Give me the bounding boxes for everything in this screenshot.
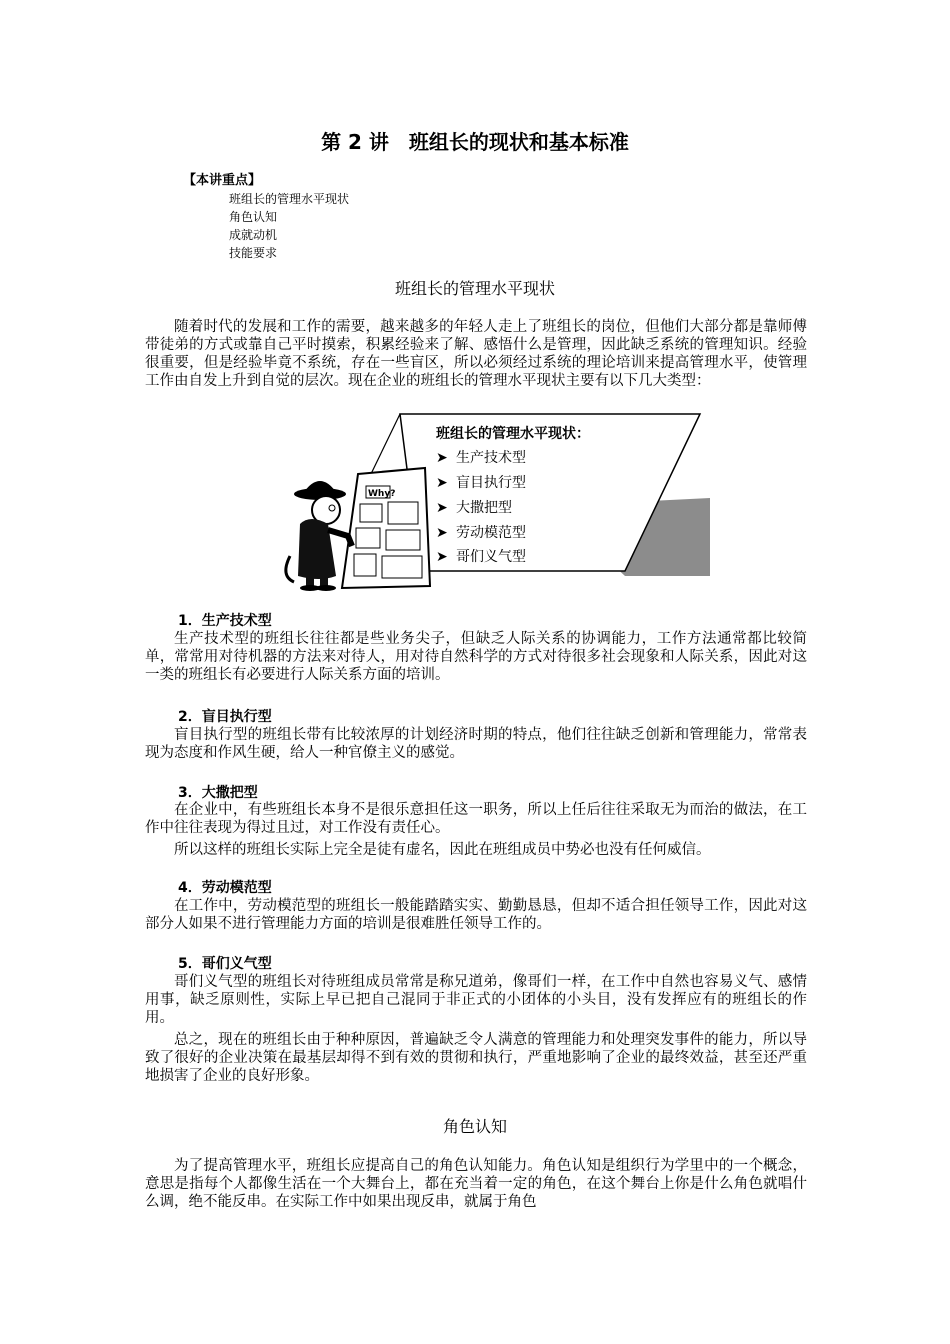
section-heading: 角色认知 <box>442 1117 507 1136</box>
board-item: 劳动模范型 <box>456 525 526 541</box>
subsection-heading: 1．生产技术型 <box>178 613 272 629</box>
body-paragraph: 在工作中，劳动模范型的班组长一般能踏踏实实、勤勤恳恳，但却不适合担任领导工作，因此对这部分人如果不进行管理能力方面的培训是很难胜任领导工作的。 <box>145 898 807 932</box>
board-item: 大撒把型 <box>456 500 512 516</box>
subsection-heading: 5．哥们义气型 <box>178 956 272 972</box>
body-paragraph: 所以这样的班组长实际上完全是徒有虚名，因此在班组成员中势必也没有任何威信。 <box>174 842 711 858</box>
body-paragraph: 总之，现在的班组长由于种种原因，普遍缺乏令人满意的管理能力和处理突发事件的能力，所以导致了很好的企业决策在最基层却得不到有效的贯彻和执行，严重地影响了企业的最终效益，甚至还严重地损害了企业的良好形象。 <box>145 1032 807 1084</box>
board-item: 哥们义气型 <box>456 549 526 565</box>
notice-board <box>342 468 430 588</box>
key-points-heading: 【本讲重点】 <box>183 173 262 188</box>
bullet-arrow-icon: ➤ <box>436 525 448 541</box>
subsection-heading: 2．盲目执行型 <box>178 709 272 725</box>
key-point-item: 班组长的管理水平现状 <box>229 192 350 206</box>
body-paragraph: 盲目执行型的班组长带有比较浓厚的计划经济时期的特点，他们往往缺乏创新和管理能力，常常表现为态度和作风生硬，给人一种官僚主义的感觉。 <box>145 727 807 761</box>
key-point-item: 角色认知 <box>229 210 278 224</box>
management-types-illustration <box>270 406 710 596</box>
board-title: 班组长的管理水平现状： <box>436 426 590 442</box>
body-paragraph: 在企业中，有些班组长本身不是很乐意担任这一职务，所以上任后往往采取无为而治的做法，在工作中往往表现为得过且过，对工作没有责任心。 <box>145 802 807 836</box>
page-title: 第 2 讲 班组长的现状和基本标准 <box>321 130 629 154</box>
subsection-heading: 3．大撒把型 <box>178 785 258 801</box>
subsection-heading: 4．劳动模范型 <box>178 880 272 896</box>
section-heading: 班组长的管理水平现状 <box>394 279 555 298</box>
bullet-arrow-icon: ➤ <box>436 549 448 565</box>
board-item: 盲目执行型 <box>456 475 526 491</box>
man-figure <box>286 481 352 591</box>
bullet-arrow-icon: ➤ <box>436 475 448 491</box>
why-sign: Why? <box>368 489 396 499</box>
key-points <box>183 172 349 262</box>
pointer-line <box>370 414 400 476</box>
key-point-item: 成就动机 <box>229 228 278 242</box>
bullet-arrow-icon: ➤ <box>436 500 448 516</box>
board-item: 生产技术型 <box>456 450 526 466</box>
body-paragraph: 为了提高管理水平，班组长应提高自己的角色认知能力。角色认知是组织行为学里中的一个概念，意思是指每个人都像生活在一个大舞台上，都在充当着一定的角色，在这个舞台上你是什么角色就唱什么调，绝不能反串。在实际工作中如果出现反串，就属于角色 <box>145 1158 807 1210</box>
body-paragraph: 哥们义气型的班组长对待班组成员常常是称兄道弟，像哥们一样，在工作中自然也容易义气、感情用事，缺乏原则性，实际上早已把自己混同于非正式的小团体的小头目，没有发挥应有的班组长的作用。 <box>145 974 807 1026</box>
body-paragraph: 生产技术型的班组长往往都是些业务尖子，但缺乏人际关系的协调能力，工作方法通常都比较简单，常常用对待机器的方法来对待人，用对待自然科学的方式对待很多社会现象和人际关系，因此对这一类的班组长有必要进行人际关系方面的培训。 <box>145 631 807 683</box>
key-point-item: 技能要求 <box>229 246 278 260</box>
body-paragraph: 随着时代的发展和工作的需要，越来越多的年轻人走上了班组长的岗位，但他们大部分都是靠师傅带徒弟的方式或靠自己平时摸索，积累经验来了解、感悟什么是管理，因此缺乏系统的管理知识。经验很重要，但是经验毕竟不系统，存在一些盲区，所以必须经过系统的理论培训来提高管理水平，使管理工作由自发上升到自觉的层次。现在企业的班组长的管理水平现状主要有以下几大类型： <box>145 319 807 389</box>
bullet-arrow-icon: ➤ <box>436 450 448 466</box>
